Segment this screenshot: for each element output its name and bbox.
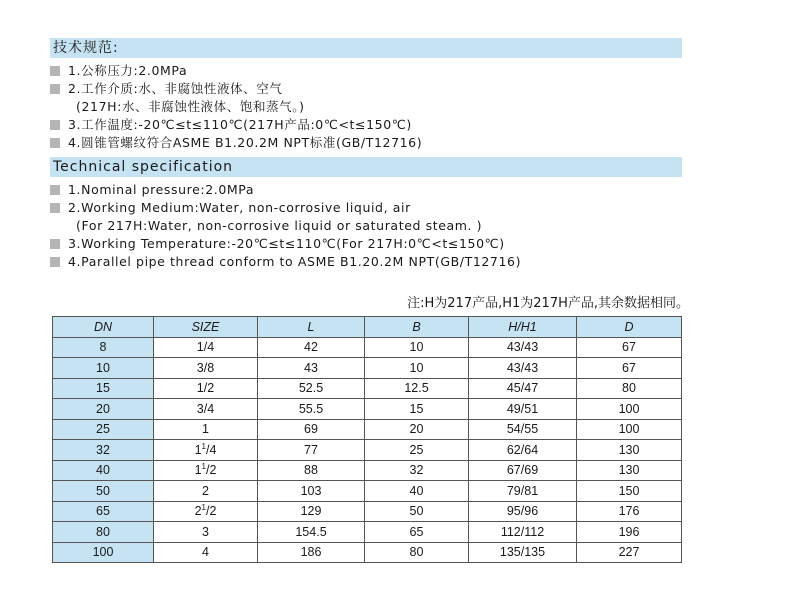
cell-size bbox=[154, 399, 258, 420]
header-size: SIZE bbox=[154, 317, 258, 338]
header-b: B bbox=[365, 317, 469, 338]
cell-size bbox=[154, 419, 258, 440]
cell-d: 176 bbox=[577, 501, 682, 522]
size-whole: 3/8 bbox=[196, 360, 215, 375]
table-row bbox=[53, 501, 682, 522]
cell-dn: 8 bbox=[53, 337, 154, 358]
size-whole: 3 bbox=[202, 524, 209, 539]
bullet-square-icon bbox=[50, 138, 60, 148]
size-whole: 1 bbox=[194, 463, 202, 478]
cell-d: 67 bbox=[577, 337, 682, 358]
cell-dn: 100 bbox=[53, 542, 154, 563]
cell-l: 154.5 bbox=[258, 522, 365, 543]
bullet-square-icon bbox=[50, 84, 60, 94]
table-note: 注:H为217产品,H1为217H产品,其余数据相同。 bbox=[407, 296, 689, 311]
size-whole: 3/4 bbox=[196, 401, 215, 416]
cell-h: 135/135 bbox=[469, 542, 577, 563]
cell-dn: 65 bbox=[53, 501, 154, 522]
cn-item-2 bbox=[50, 80, 690, 98]
cn-item-text: 2.工作介质:水、非腐蚀性液体、空气 bbox=[68, 81, 283, 96]
header-h: H/H1 bbox=[469, 317, 577, 338]
cell-d: 196 bbox=[577, 522, 682, 543]
cell-b: 10 bbox=[365, 337, 469, 358]
cell-d: 100 bbox=[577, 399, 682, 420]
cn-item-4 bbox=[50, 134, 690, 152]
cell-b: 50 bbox=[365, 501, 469, 522]
cell-dn: 20 bbox=[53, 399, 154, 420]
cell-b: 20 bbox=[365, 419, 469, 440]
cell-size bbox=[154, 460, 258, 481]
cell-h: 49/51 bbox=[469, 399, 577, 420]
table-row bbox=[53, 419, 682, 440]
table-row bbox=[53, 378, 682, 399]
en-item-cont-text: (For 217H:Water, non-corrosive liquid or saturated steam. ) bbox=[76, 218, 483, 233]
table-row bbox=[53, 440, 682, 461]
cell-b: 32 bbox=[365, 460, 469, 481]
cell-dn: 25 bbox=[53, 419, 154, 440]
size-fraction-numerator: 1 bbox=[201, 441, 206, 451]
cn-item-3 bbox=[50, 116, 690, 134]
size-fraction-numerator: 1 bbox=[201, 462, 206, 472]
bullet-square-icon bbox=[50, 239, 60, 249]
size-whole: 1/2 bbox=[196, 381, 215, 396]
cell-size bbox=[154, 501, 258, 522]
cell-dn: 50 bbox=[53, 481, 154, 502]
cell-b: 12.5 bbox=[365, 378, 469, 399]
cell-d: 150 bbox=[577, 481, 682, 502]
en-item-4 bbox=[50, 253, 690, 271]
cell-l: 69 bbox=[258, 419, 365, 440]
table-row bbox=[53, 337, 682, 358]
cell-d: 130 bbox=[577, 440, 682, 461]
size-fraction-denominator: /4 bbox=[205, 442, 217, 457]
cn-item-text: 3.工作温度:-20℃≤t≤110℃(217H产品:0℃<t≤150℃) bbox=[68, 117, 412, 132]
cell-dn: 32 bbox=[53, 440, 154, 461]
cell-dn: 10 bbox=[53, 358, 154, 379]
cell-d: 67 bbox=[577, 358, 682, 379]
table-row bbox=[53, 460, 682, 481]
cell-size bbox=[154, 337, 258, 358]
cell-d: 130 bbox=[577, 460, 682, 481]
en-item-1 bbox=[50, 181, 690, 199]
cell-l: 88 bbox=[258, 460, 365, 481]
size-fraction-denominator: /2 bbox=[205, 463, 217, 478]
table-row bbox=[53, 522, 682, 543]
size-whole: 4 bbox=[202, 545, 209, 560]
spec-table bbox=[52, 316, 682, 563]
cell-b: 25 bbox=[365, 440, 469, 461]
cell-l: 103 bbox=[258, 481, 365, 502]
size-whole: 1/4 bbox=[196, 340, 215, 355]
en-item-text: 1.Nominal pressure:2.0MPa bbox=[68, 182, 255, 197]
cell-h: 79/81 bbox=[469, 481, 577, 502]
header-l: L bbox=[258, 317, 365, 338]
cell-size bbox=[154, 542, 258, 563]
cell-dn: 80 bbox=[53, 522, 154, 543]
bullet-square-icon bbox=[50, 257, 60, 267]
cell-size bbox=[154, 440, 258, 461]
cell-l: 77 bbox=[258, 440, 365, 461]
cell-l: 42 bbox=[258, 337, 365, 358]
cell-h: 45/47 bbox=[469, 378, 577, 399]
cell-l: 43 bbox=[258, 358, 365, 379]
cell-h: 67/69 bbox=[469, 460, 577, 481]
cell-b: 15 bbox=[365, 399, 469, 420]
cn-item-text: 1.公称压力:2.0MPa bbox=[68, 63, 188, 78]
cell-b: 10 bbox=[365, 358, 469, 379]
bullet-square-icon bbox=[50, 66, 60, 76]
table-row bbox=[53, 358, 682, 379]
cell-dn: 40 bbox=[53, 460, 154, 481]
cell-d: 100 bbox=[577, 419, 682, 440]
en-item-2-continuation bbox=[50, 217, 690, 235]
cell-dn: 15 bbox=[53, 378, 154, 399]
cell-l: 55.5 bbox=[258, 399, 365, 420]
size-whole: 2 bbox=[194, 504, 202, 519]
cell-b: 65 bbox=[365, 522, 469, 543]
en-item-text: 2.Working Medium:Water, non-corrosive liquid, air bbox=[68, 200, 411, 215]
cn-spec-list bbox=[50, 62, 690, 152]
bullet-square-icon bbox=[50, 185, 60, 195]
table-header-row bbox=[53, 317, 682, 338]
en-section-title: Technical specification bbox=[50, 157, 682, 177]
cell-b: 40 bbox=[365, 481, 469, 502]
cell-h: 62/64 bbox=[469, 440, 577, 461]
bullet-square-icon bbox=[50, 203, 60, 213]
table-row bbox=[53, 399, 682, 420]
cell-d: 227 bbox=[577, 542, 682, 563]
header-dn: DN bbox=[53, 317, 154, 338]
cell-h: 112/112 bbox=[469, 522, 577, 543]
cn-item-2-continuation bbox=[50, 98, 690, 116]
header-d: D bbox=[577, 317, 682, 338]
cell-b: 80 bbox=[365, 542, 469, 563]
en-item-3 bbox=[50, 235, 690, 253]
cell-h: 43/43 bbox=[469, 337, 577, 358]
cell-h: 95/96 bbox=[469, 501, 577, 522]
cell-size bbox=[154, 378, 258, 399]
table-row bbox=[53, 481, 682, 502]
cn-item-text: 4.圆锥管螺纹符合ASME B1.20.2M NPT标准(GB/T12716) bbox=[68, 135, 423, 150]
en-spec-list bbox=[50, 181, 690, 271]
cell-h: 54/55 bbox=[469, 419, 577, 440]
cell-l: 129 bbox=[258, 501, 365, 522]
cell-size bbox=[154, 481, 258, 502]
cn-item-cont-text: (217H:水、非腐蚀性液体、饱和蒸气。) bbox=[76, 99, 305, 114]
cell-size bbox=[154, 358, 258, 379]
size-fraction-numerator: 1 bbox=[201, 503, 206, 513]
table-row bbox=[53, 542, 682, 563]
cell-h: 43/43 bbox=[469, 358, 577, 379]
en-item-text: 4.Parallel pipe thread conform to ASME B1.20.2M NPT(GB/T12716) bbox=[68, 254, 522, 269]
bullet-square-icon bbox=[50, 120, 60, 130]
en-item-text: 3.Working Temperature:-20℃≤t≤110℃(For 217H:0℃<t≤150℃) bbox=[68, 236, 505, 251]
cn-item-1 bbox=[50, 62, 690, 80]
size-whole: 1 bbox=[202, 422, 209, 437]
cell-l: 52.5 bbox=[258, 378, 365, 399]
size-fraction-denominator: /2 bbox=[205, 504, 217, 519]
cell-l: 186 bbox=[258, 542, 365, 563]
size-whole: 1 bbox=[194, 442, 202, 457]
cell-d: 80 bbox=[577, 378, 682, 399]
en-item-2 bbox=[50, 199, 690, 217]
size-whole: 2 bbox=[202, 483, 209, 498]
cell-size bbox=[154, 522, 258, 543]
cn-section-title: 技术规范: bbox=[50, 38, 682, 58]
